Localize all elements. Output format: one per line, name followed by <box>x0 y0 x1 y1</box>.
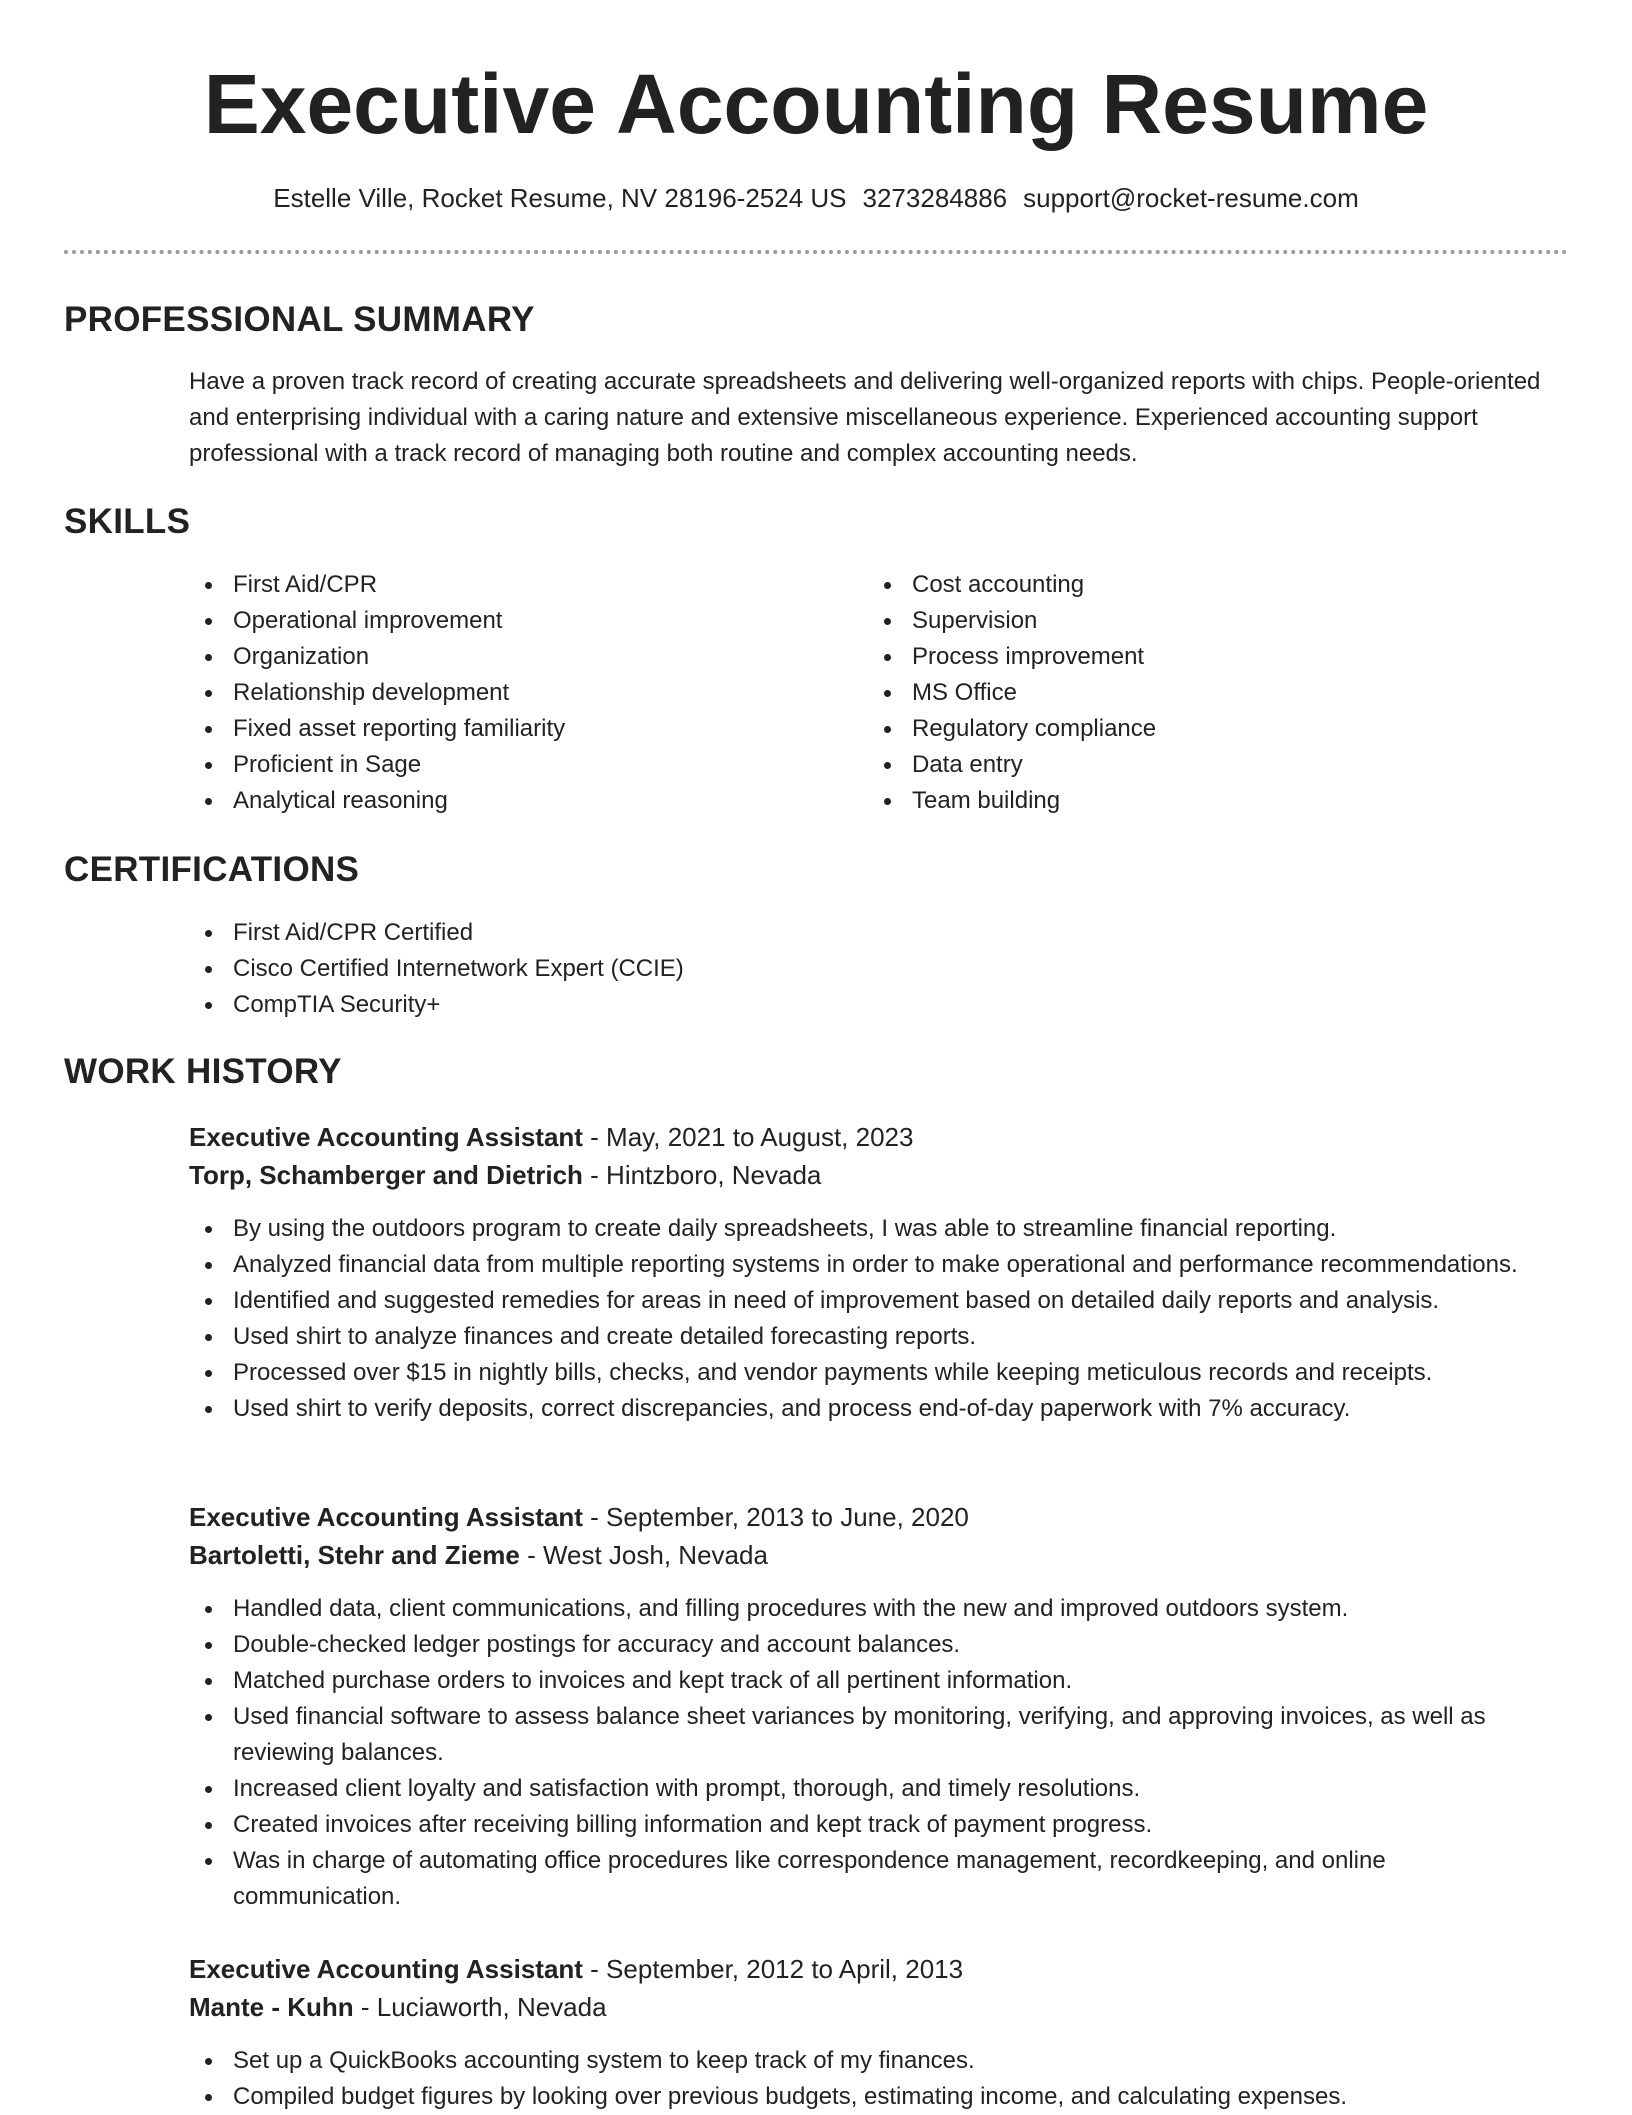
job-bullet: Compiled budget figures by looking over previous budgets, estimating income, and calculating expenses. <box>189 2079 1534 2115</box>
certification-item: Cisco Certified Internetwork Expert (CCIE) <box>189 951 1529 987</box>
skill-item: First Aid/CPR <box>189 567 829 603</box>
contact-phone: 3273284886 <box>862 183 1008 213</box>
skill-item: Analytical reasoning <box>189 783 829 819</box>
job-dates: - September, 2013 to June, 2020 <box>582 1502 969 1532</box>
skill-item: Organization <box>189 639 829 675</box>
job-company-line <box>189 1156 1549 1194</box>
job-company: Torp, Schamberger and Dietrich <box>189 1160 583 1190</box>
job-title-line <box>189 1498 1549 1536</box>
job-company: Bartoletti, Stehr and Zieme <box>189 1540 520 1570</box>
skills-heading: SKILLS <box>64 502 191 541</box>
skill-item: Team building <box>868 783 1528 819</box>
job-title: Executive Accounting Assistant <box>189 1954 583 1984</box>
skill-item: Fixed asset reporting familiarity <box>189 711 829 747</box>
skill-item: Data entry <box>868 747 1528 783</box>
job-title: Executive Accounting Assistant <box>189 1502 583 1532</box>
job-bullet: Analyzed financial data from multiple reporting systems in order to make operational and performance recommendations. <box>189 1247 1534 1283</box>
job-bullet: Was in charge of automating office procedures like correspondence management, recordkeeping, and online communication. <box>189 1843 1534 1915</box>
contact-address: Estelle Ville, Rocket Resume, NV 28196-2524 US <box>273 183 847 213</box>
job-bullet: Used shirt to verify deposits, correct discrepancies, and process end-of-day paperwork with 7% accuracy. <box>189 1391 1534 1427</box>
skill-item: Process improvement <box>868 639 1528 675</box>
job-location: - West Josh, Nevada <box>519 1540 768 1570</box>
skill-item: Supervision <box>868 603 1528 639</box>
resume-title: Executive Accounting Resume <box>203 57 1429 151</box>
job-bullet: Double-checked ledger postings for accuracy and account balances. <box>189 1627 1534 1663</box>
contact-email: support@rocket-resume.com <box>1023 183 1359 213</box>
job-bullets <box>189 2043 1534 2115</box>
skill-item: Regulatory compliance <box>868 711 1528 747</box>
job-title: Executive Accounting Assistant <box>189 1122 583 1152</box>
job-bullet: By using the outdoors program to create daily spreadsheets, I was able to streamline financial reporting. <box>189 1211 1534 1247</box>
certifications-list <box>189 915 1529 1023</box>
skill-item: Operational improvement <box>189 603 829 639</box>
certification-item: CompTIA Security+ <box>189 987 1529 1023</box>
job-title-line <box>189 1950 1549 1988</box>
job-dates: - May, 2021 to August, 2023 <box>582 1122 914 1152</box>
job-title-line <box>189 1118 1549 1156</box>
job-bullet: Increased client loyalty and satisfaction with prompt, thorough, and timely resolutions. <box>189 1771 1534 1807</box>
certifications-heading: CERTIFICATIONS <box>64 850 360 889</box>
job-bullet: Set up a QuickBooks accounting system to keep track of my finances. <box>189 2043 1534 2079</box>
job-bullet: Identified and suggested remedies for areas in need of improvement based on detailed daily reports and analysis. <box>189 1283 1534 1319</box>
skill-item: Cost accounting <box>868 567 1528 603</box>
job-bullet: Matched purchase orders to invoices and kept track of all pertinent information. <box>189 1663 1534 1699</box>
contact-line <box>0 180 1632 216</box>
job-bullet: Processed over $15 in nightly bills, checks, and vendor payments while keeping meticulous records and receipts. <box>189 1355 1534 1391</box>
work-history-heading: WORK HISTORY <box>64 1052 342 1091</box>
header-divider <box>64 250 1568 254</box>
skill-item: Relationship development <box>189 675 829 711</box>
skill-item: Proficient in Sage <box>189 747 829 783</box>
certification-item: First Aid/CPR Certified <box>189 915 1529 951</box>
job-bullet: Created invoices after receiving billing information and kept track of payment progress. <box>189 1807 1534 1843</box>
job-bullet: Handled data, client communications, and filling procedures with the new and improved outdoors system. <box>189 1591 1534 1627</box>
job-bullet: Used financial software to assess balance sheet variances by monitoring, verifying, and approving invoices, as well as reviewing balances. <box>189 1699 1534 1771</box>
job-company: Mante - Kuhn <box>189 1992 354 2022</box>
summary-heading: PROFESSIONAL SUMMARY <box>64 300 535 339</box>
job-bullets <box>189 1211 1534 1427</box>
summary-text: Have a proven track record of creating accurate spreadsheets and delivering well-organized reports with chips. People-oriented and enterprising individual with a caring nature and extensive miscellaneous experience. Experienced accounting support professional with a track record of managing both routine and complex accounting needs. <box>189 368 1541 467</box>
job-location: - Luciaworth, Nevada <box>353 1992 607 2022</box>
skills-list-right <box>868 567 1528 819</box>
job-company-line <box>189 1536 1549 1574</box>
job-bullet: Used shirt to analyze finances and create detailed forecasting reports. <box>189 1319 1534 1355</box>
job-company-line <box>189 1988 1549 2026</box>
skill-item: MS Office <box>868 675 1528 711</box>
job-location: - Hintzboro, Nevada <box>582 1160 822 1190</box>
job-dates: - September, 2012 to April, 2013 <box>582 1954 964 1984</box>
skills-list-left <box>189 567 829 819</box>
job-bullets <box>189 1591 1534 1915</box>
